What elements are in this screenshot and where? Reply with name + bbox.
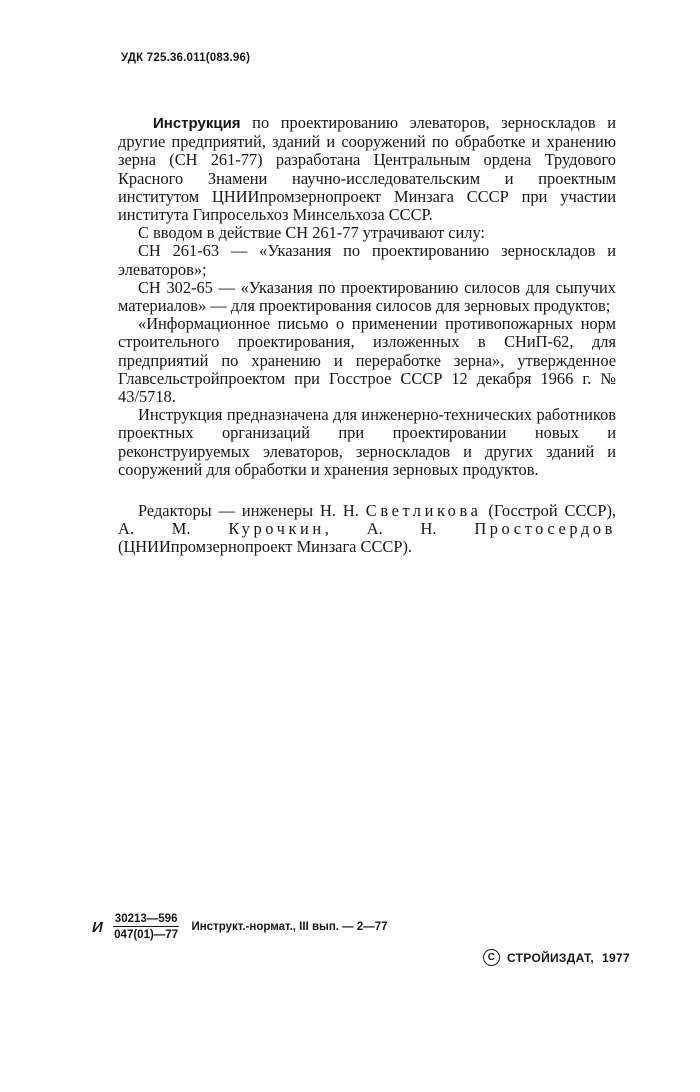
editor-name-2: Курочкин xyxy=(228,519,325,539)
paragraph-info-letter: «Информационное письмо о применении противопожарных норм строительного проектирования, изложенных в СНиП-62, для предприятий по хранению и переработке зерна», утвержденное Главсельстройпроектом при Госстрое СССР 12 декабря 1966 г. № 43/5718. xyxy=(118,314,616,407)
editors-mid-1: (Госстрой СССР), А. М. xyxy=(118,501,616,539)
publisher-year: 1977 xyxy=(602,950,630,965)
editors-suffix: (ЦНИИпромзернопроект Минзага СССР). xyxy=(118,537,413,557)
imprint-numerator: 30213—596 xyxy=(114,913,178,925)
imprint-text: Инструкт.-нормат., III вып. — 2—77 xyxy=(191,921,388,933)
imprint-denominator: 047(01)—77 xyxy=(114,929,179,941)
udk-code: УДК 725.36.011(083.96) xyxy=(121,52,251,64)
copyright-icon: С xyxy=(483,949,500,966)
editors-paragraph xyxy=(118,502,616,557)
editor-name-3: Простосердов xyxy=(474,519,616,539)
document-body xyxy=(118,114,616,557)
publisher-name: СТРОЙИЗДАТ, xyxy=(507,950,595,965)
publisher-line xyxy=(483,949,630,966)
intro-paragraph xyxy=(118,114,616,224)
editors-mid-2: , А. Н. xyxy=(324,519,475,539)
paragraph-sn-261-63: СН 261-63 — «Указания по проектированию зерноскладов и элеваторов»; xyxy=(118,241,616,279)
imprint-letter: И xyxy=(92,918,103,936)
intro-text: по проектированию элеваторов, зерноскладов и другие предприятий, зданий и сооружений по обработке и хранению зерна (СН 261-77) разработана Центральным ордена Трудового Красного Знамени научно-исследовательским и проектным институтом ЦНИИпромзернопроект Минзага СССР при участии института Гипросельхоз Минсельхоза СССР. xyxy=(118,113,616,225)
imprint-line xyxy=(92,913,388,941)
paragraph-sn-302-65: СН 302-65 — «Указания по проектированию силосов для сыпучих материалов» — для проектирования силосов для зерновых продуктов; xyxy=(118,277,616,316)
imprint-fraction xyxy=(113,913,180,941)
editors-prefix: Редакторы — инженеры Н. Н. xyxy=(138,501,366,521)
paragraph-purpose: Инструкция предназначена для инженерно-технических работников проектных организаций при проектировании новых и реконструируемых элеваторов, зерноскладов и других зданий и сооружений для обработки и хранения зерновых продуктов. xyxy=(118,405,616,479)
paragraph-replaced-intro: С вводом в действие СН 261-77 утрачивают силу: xyxy=(138,223,485,243)
editor-name-1: Светликова xyxy=(365,501,482,521)
intro-bold-term: Инструкция xyxy=(153,115,241,132)
